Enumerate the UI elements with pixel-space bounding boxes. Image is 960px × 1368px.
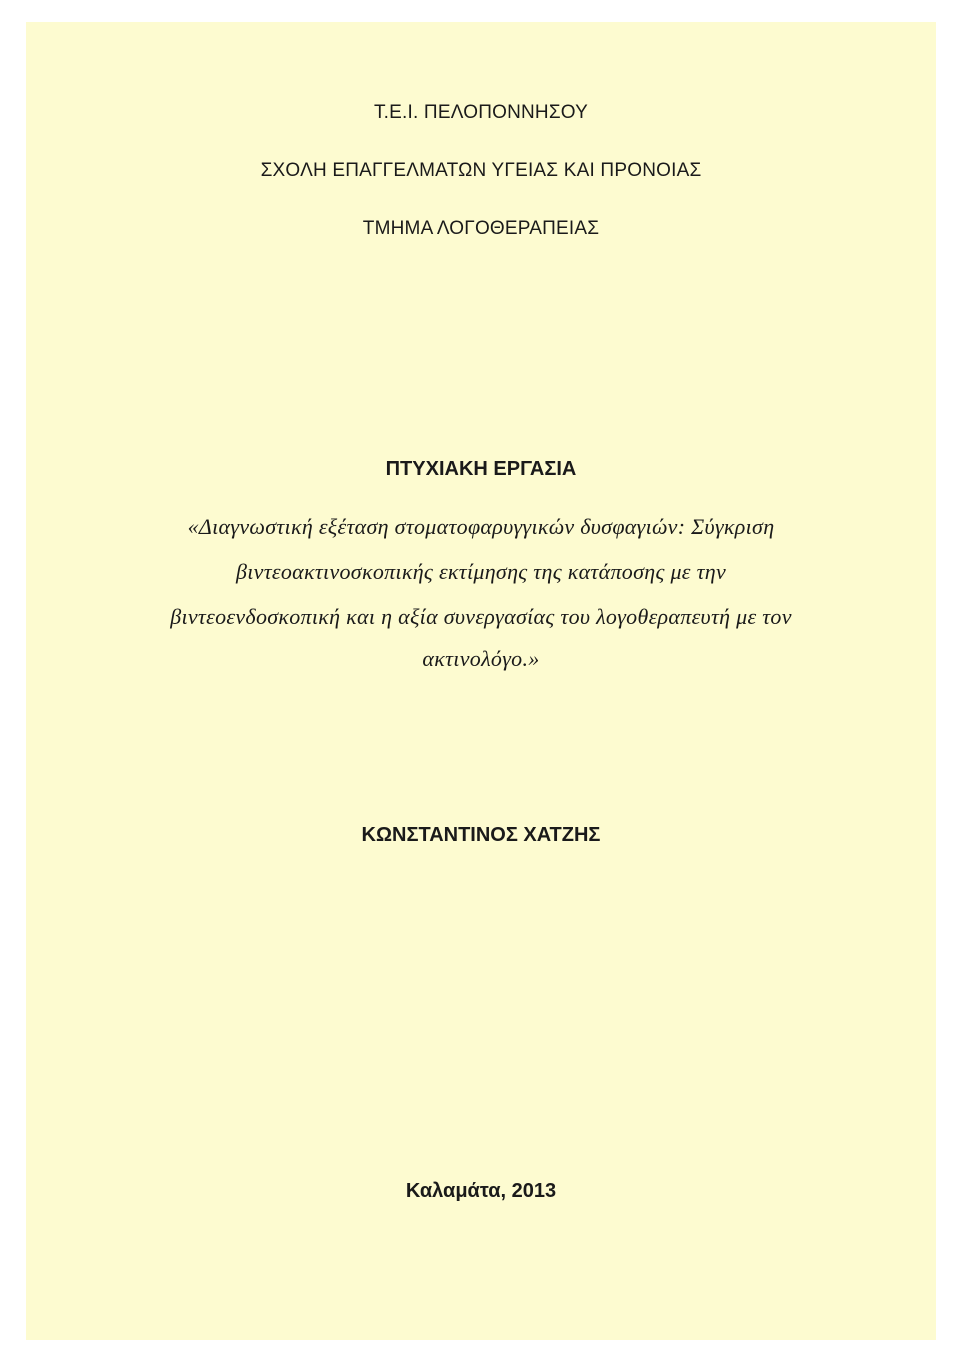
institution-name: Τ.Ε.Ι. ΠΕΛΟΠΟΝΝΗΣΟΥ	[373, 102, 589, 123]
department-name: ΤΜΗΜΑ ΛΟΓΟΘΕΡΑΠΕΙΑΣ	[362, 218, 600, 239]
thesis-title-line-4: ακτινολόγο.»	[422, 646, 540, 671]
thesis-title-line-2: βιντεοακτινοσκοπικής εκτίμησης της κατάποσης με την	[235, 559, 727, 584]
thesis-type: ΠΤΥΧΙΑΚΗ ΕΡΓΑΣΙΑ	[385, 458, 577, 480]
thesis-title-line-1: «Διαγνωστική εξέταση στοματοφαρυγγικών δυσφαγιών: Σύγκριση	[187, 514, 775, 539]
thesis-title-line-3: βιντεοενδοσκοπική και η αξία συνεργασίας του λογοθεραπευτή με τον	[170, 604, 792, 629]
place-date: Καλαμάτα, 2013	[405, 1180, 557, 1202]
author-name: ΚΩΝΣΤΑΝΤΙΝΟΣ ΧΑΤΖΗΣ	[361, 824, 601, 846]
school-name: ΣΧΟΛΗ ΕΠΑΓΓΕΛΜΑΤΩΝ ΥΓΕΙΑΣ ΚΑΙ ΠΡΟΝΟΙΑΣ	[260, 160, 702, 181]
document-page	[26, 22, 936, 1340]
